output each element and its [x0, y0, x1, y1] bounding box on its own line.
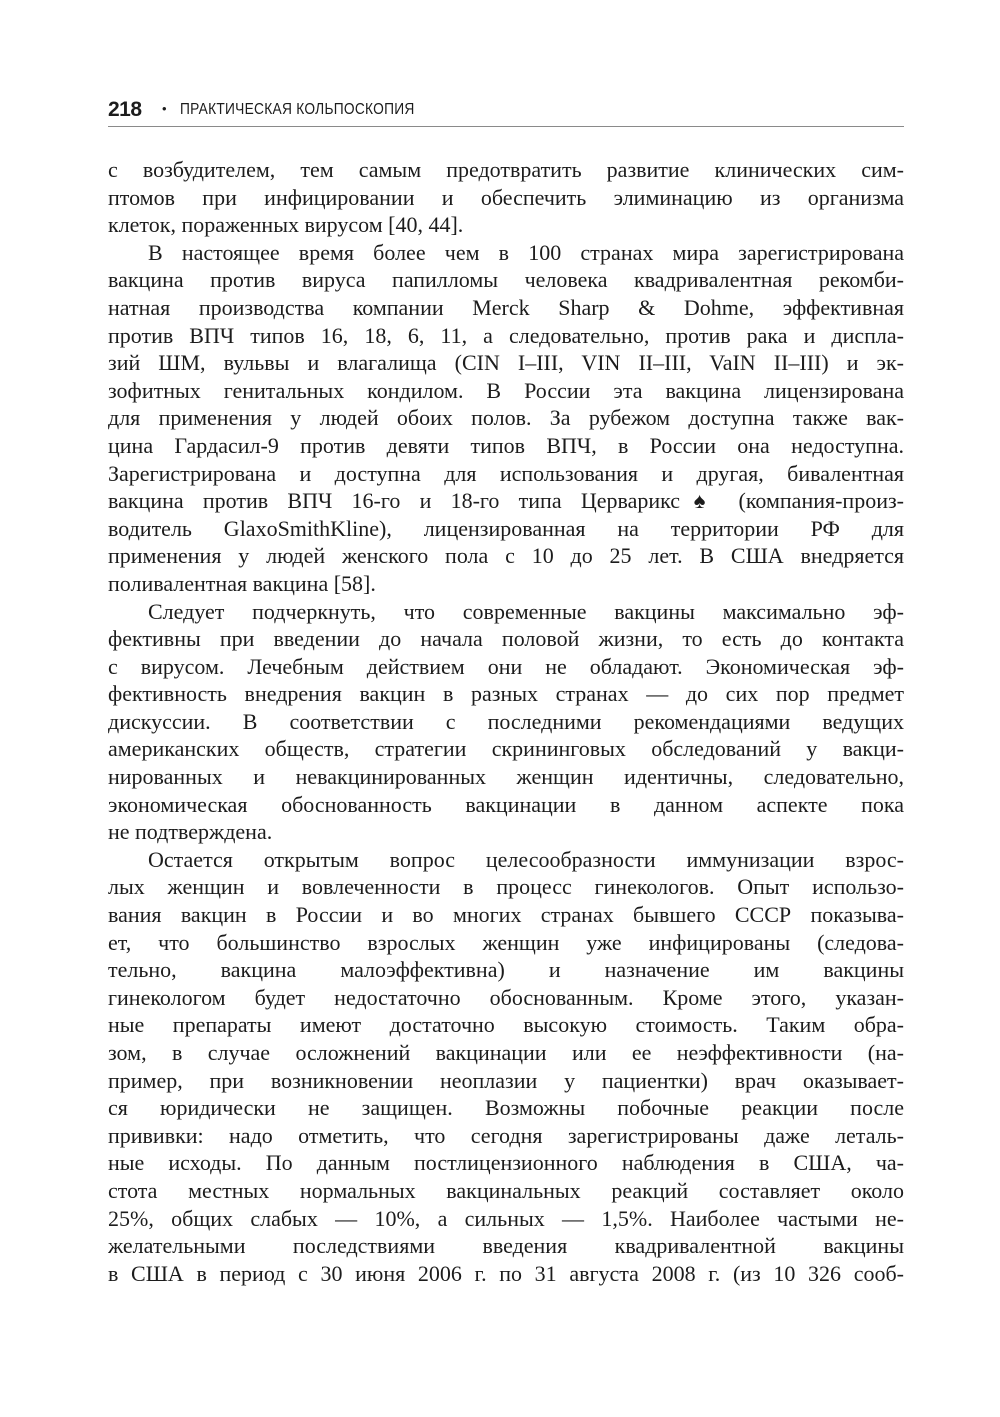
text-line: вания вакцин в России и во многих странах бывшего СССР показыва- — [108, 902, 904, 928]
text-line: 25%, общих слабых — 10%, а сильных — 1,5%. Наиболее частыми не- — [108, 1205, 904, 1231]
text-line: гинекологом будет недостаточно обоснованным. Кроме этого, указан- — [108, 984, 904, 1010]
text-line: вакцина против вируса папилломы человека квадривалентная рекомби- — [108, 267, 904, 293]
text-line: применения у людей женского пола с 10 до 25 лет. В США внедряется — [108, 543, 904, 569]
text-line: против ВПЧ типов 16, 18, 6, 11, а следовательно, против рака и диспла- — [108, 322, 904, 348]
text-line: ся юридически не защищен. Возможны побочные реакции после — [108, 1095, 904, 1121]
page-number: 218 — [108, 98, 142, 121]
text-line: тельно, вакцина малоэффективна) и назначение им вакцины — [108, 957, 904, 983]
text-line: для применения у людей обоих полов. За рубежом доступна также вак- — [108, 405, 904, 431]
text-line: В настоящее время более чем в 100 странах мира зарегистрирована — [148, 239, 904, 265]
text-line: зофитных генитальных кондилом. В России эта вакцина лицензирована — [108, 377, 904, 403]
text-line: с вирусом. Лечебным действием они не обладают. Экономическая эф- — [108, 653, 904, 679]
text-line: водитель GlaxoSmithKline), лицензированная на территории РФ для — [108, 515, 904, 541]
text-line: Остается открытым вопрос целесообразности иммунизации взрос- — [148, 846, 904, 872]
text-line: с возбудителем, тем самым предотвратить развитие клинических сим- — [108, 157, 904, 182]
text-line: в США в период с 30 июня 2006 г. по 31 августа 2008 г. (из 10 326 сооб- — [108, 1260, 904, 1286]
text-line: натная производства компании Merck Sharp & Dohme, эффективная — [108, 294, 904, 320]
text-line: фективность внедрения вакцин в разных странах — до сих пор предмет — [108, 681, 904, 707]
text-line: зом, в случае осложнений вакцинации или ее неэффективности (на- — [108, 1040, 904, 1065]
text-line: вакцина против ВПЧ 16-го и 18-го типа Церварикс♠ (компания-произ- — [108, 488, 904, 514]
text-line: Зарегистрирована и доступна для использования и другая, бивалентная — [108, 460, 904, 486]
body-text — [108, 156, 904, 1287]
text-line: фективны при введении до начала половой жизни, то есть до контакта — [108, 626, 904, 652]
text-line: Следует подчеркнуть, что современные вакцины максимально эф- — [148, 598, 904, 624]
text-line: американских обществ, стратегии скрининговых обследований у вакци- — [108, 736, 904, 762]
text-line: желательными последствиями введения квадривалентной вакцины — [108, 1233, 904, 1259]
text-line: стота местных нормальных вакцинальных реакций составляет около — [108, 1177, 904, 1203]
text-line: нированных и невакцинированных женщин идентичны, следовательно, — [108, 764, 904, 790]
text-line: цина Гардасил-9 против девяти типов ВПЧ, в России она недоступна. — [108, 432, 904, 458]
text-line: пример, при возникновении неоплазии у пациентки) врач оказывает- — [108, 1067, 904, 1093]
text-line: поливалентная вакцина [58]. — [108, 570, 376, 596]
header-bullet: • — [162, 101, 167, 116]
text-line: ные препараты имеют достаточно высокую стоимость. Таким обра- — [108, 1012, 904, 1038]
text-line: ет, что большинство взрослых женщин уже инфицированы (следова- — [108, 929, 904, 955]
text-line: дискуссии. В соответствии с последними рекомендациями ведущих — [108, 708, 904, 734]
text-line: не подтверждена. — [108, 819, 273, 845]
text-line: клеток, пораженных вирусом [40, 44]. — [108, 212, 464, 238]
running-title: ПРАКТИЧЕСКАЯ КОЛЬПОСКОПИЯ — [180, 101, 415, 118]
text-line: экономическая обоснованность вакцинации в данном аспекте пока — [108, 791, 904, 817]
text-line: ные исходы. По данным постлицензионного наблюдения в США, ча- — [108, 1150, 904, 1176]
text-line: лых женщин и вовлеченности в процесс гинекологов. Опыт использо- — [108, 874, 904, 900]
text-line: прививки: надо отметить, что сегодня зарегистрированы даже леталь- — [108, 1122, 904, 1148]
text-line: зий ШМ, вульвы и влагалища (CIN I–III, VIN II–III, VaIN II–III) и эк- — [108, 350, 904, 376]
page-header — [108, 96, 904, 127]
text-line: птомов при инфицировании и обеспечить элиминацию из организма — [108, 184, 904, 210]
